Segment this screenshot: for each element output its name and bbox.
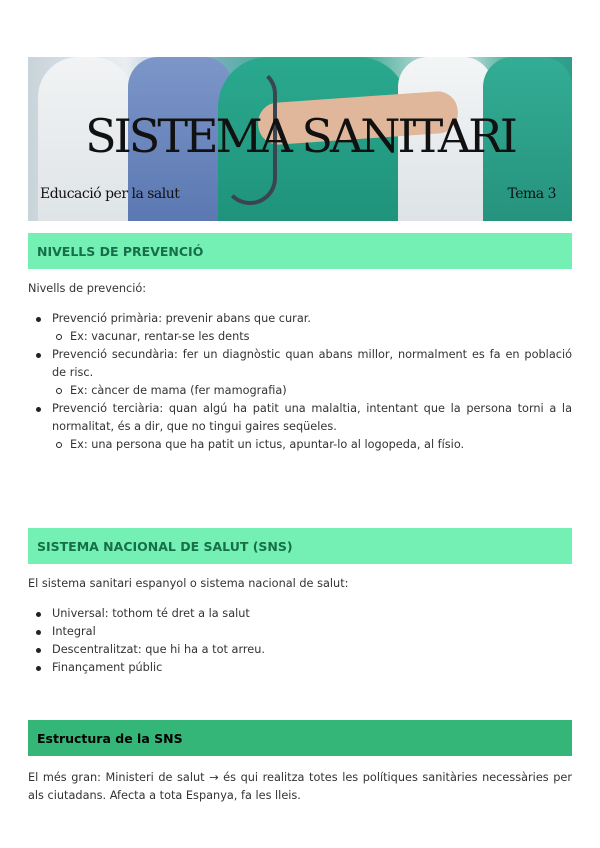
list-item xyxy=(28,400,572,454)
section-paragraph: El més gran: Ministeri de salut → és qui realitza totes les polítiques sanitàries necessàries per als ciutadans. Afecta a tota Espanya, fa les lleis. xyxy=(28,771,572,802)
section-heading-structure xyxy=(28,720,572,756)
sub-list-item xyxy=(52,328,572,346)
list-item-text: Descentralitzat: que hi ha a tot arreu. xyxy=(52,643,266,656)
list-item xyxy=(28,346,572,400)
bullet-icon xyxy=(36,317,41,322)
section-heading-text: Estructura de la SNS xyxy=(37,730,183,746)
list-item xyxy=(28,310,572,346)
sns-list xyxy=(28,605,572,677)
bullet-icon xyxy=(36,407,41,412)
bullet-icon xyxy=(36,648,41,653)
sub-list-item xyxy=(52,382,572,400)
circle-bullet-icon xyxy=(56,334,62,340)
list-item-text: Prevenció terciària: quan algú ha patit una malaltia, intentant que la persona torni a la normalitat, és a dir, que no tingui gaires seqüeles. xyxy=(52,402,572,433)
list-item xyxy=(28,641,572,659)
circle-bullet-icon xyxy=(56,388,62,394)
circle-bullet-icon xyxy=(56,442,62,448)
header-banner xyxy=(28,57,572,221)
sub-list-item xyxy=(52,436,572,454)
topic-label: Tema 3 xyxy=(507,186,556,202)
list-item-text: Finançament públic xyxy=(52,661,163,674)
sub-list-item-text: Ex: una persona que ha patit un ictus, apuntar-lo al logopeda, al físio. xyxy=(70,438,465,451)
bullet-icon xyxy=(36,612,41,617)
list-item-text: Prevenció primària: prevenir abans que curar. xyxy=(52,312,311,325)
bullet-icon xyxy=(36,353,41,358)
section-intro: Nivells de prevenció: xyxy=(28,282,147,295)
section-heading-sns xyxy=(28,528,572,564)
bullet-icon xyxy=(36,630,41,635)
sub-list-item-text: Ex: vacunar, rentar-se les dents xyxy=(70,330,250,343)
list-item-text: Integral xyxy=(52,625,96,638)
list-item xyxy=(28,659,572,677)
list-item xyxy=(28,605,572,623)
list-item xyxy=(28,623,572,641)
list-item-text: Universal: tothom té dret a la salut xyxy=(52,607,250,620)
subject-label: Educació per la salut xyxy=(40,186,180,202)
prevention-list xyxy=(28,310,572,454)
section-heading-text: NIVELLS DE PREVENCIÓ xyxy=(37,243,204,259)
list-item-text: Prevenció secundària: fer un diagnòstic quan abans millor, normalment es fa en població de risc. xyxy=(52,348,572,379)
bullet-icon xyxy=(36,666,41,671)
sub-list-item-text: Ex: càncer de mama (fer mamografia) xyxy=(70,384,287,397)
section-heading-prevention xyxy=(28,233,572,269)
section-intro: El sistema sanitari espanyol o sistema nacional de salut: xyxy=(28,577,349,590)
section-heading-text: SISTEMA NACIONAL DE SALUT (SNS) xyxy=(37,538,293,554)
page-title: SISTEMA SANITARI xyxy=(85,109,515,163)
